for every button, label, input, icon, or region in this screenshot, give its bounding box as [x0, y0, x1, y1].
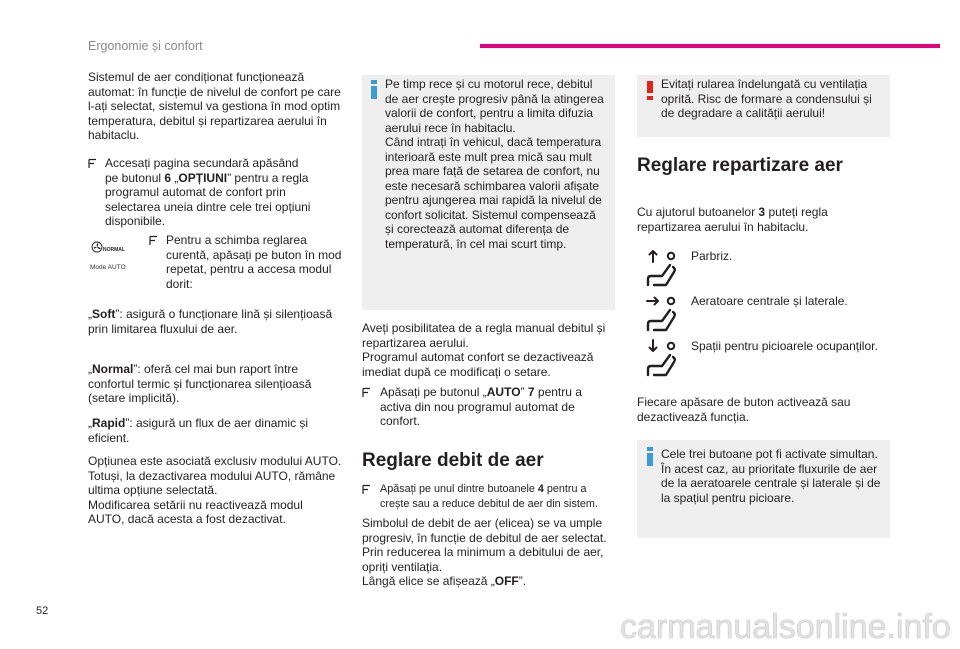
info-text-simultaneous [661, 447, 880, 505]
fan-icon [91, 241, 103, 253]
text-line: de aer crește progresiv până la atingerea [385, 91, 604, 106]
distribution-label-face-vents: Aeratoare centrale și laterale. [691, 294, 848, 308]
text-line: repetat, pentru a accesa modul [166, 262, 332, 276]
step-text [380, 385, 582, 429]
step-text [380, 482, 598, 512]
text-line: dezactivează funcția. [637, 409, 750, 424]
text-segment: ”: asigură o funcționare lină și silențioasă [115, 307, 333, 321]
text-line: de degradare a calității aerului! [661, 106, 826, 120]
text-segment: puteți regla [765, 205, 828, 219]
text-line: AUTO, dacă acesta a fost dezactivat. [88, 512, 286, 526]
text-line: repartizarea aerului. [362, 335, 469, 350]
arrow-bullet-icon [149, 235, 158, 246]
arrow-bullet-icon [362, 484, 371, 495]
text-line: prea mare față de setarea de confort, nu [385, 164, 600, 178]
text-line: confort. [380, 414, 421, 428]
bold-text-segment: 3 [758, 205, 766, 219]
arrow-bullet-icon [88, 158, 97, 169]
text-line [88, 416, 308, 431]
text-line: Totuși, la dezactivarea modului AUTO, rămâne [88, 468, 336, 483]
text-line: Cele trei butoane pot fi activate simultan. [661, 447, 878, 461]
bold-text-segment: Soft [92, 307, 116, 321]
button-toggle-paragraph [637, 395, 850, 424]
warning-icon [645, 81, 655, 101]
text-segment: „ [88, 362, 92, 376]
text-line: l-ați selectat, sistemul va gestiona în mod optim [88, 99, 341, 113]
fan-symbol-paragraph [362, 516, 607, 589]
text-line [380, 385, 582, 400]
manual-adjust-paragraph [362, 321, 605, 379]
text-segment: Apăsați pe unul dintre butoanele [380, 483, 538, 495]
info-icon [645, 447, 655, 467]
text-segment: ” pentru a regla [227, 170, 309, 185]
text-line: și corectează automat diferența de [385, 222, 570, 236]
text-line: Evitați rularea îndelungată cu ventilația [661, 77, 868, 91]
watermark: carmanualsonline.info [620, 608, 951, 646]
text-line: Fiecare apăsare de buton activează sau [637, 395, 851, 409]
text-line: activa din nou programul automat de [380, 399, 575, 414]
mode-normal-label: NORMAL [103, 247, 125, 253]
text-line: Opțiunea este asociată exclusiv modului AUTO. [88, 454, 342, 468]
text-segment: ”. [518, 574, 527, 588]
text-line: temperatură, în cel mai scurt timp. [385, 236, 567, 251]
text-line: prin limitarea fluxului de aer. [88, 321, 238, 336]
bold-text-segment: AUTO [486, 385, 521, 399]
rapid-mode-paragraph [88, 416, 308, 445]
text-segment: „ [88, 307, 92, 321]
arrow-bullet-icon [362, 387, 371, 398]
step-open-options [88, 156, 310, 229]
step-change-mode [149, 233, 341, 291]
bold-text-segment: 6 [164, 170, 172, 185]
text-line: confortul termic și funcționarea silențioasă [88, 376, 312, 391]
text-segment: ”: oferă cel mai bun raport între [133, 362, 299, 376]
text-line [105, 171, 310, 186]
text-line: Programul automat confort se dezactivează [362, 350, 594, 364]
text-line: oprită. Risc de formare a condensului și [661, 91, 872, 106]
text-segment: Apăsați pe butonul „ [380, 385, 487, 399]
text-line [88, 362, 311, 377]
text-line: Când intrați în vehicul, dacă temperatura [385, 135, 602, 149]
text-line: este necesară schimbarea valorii afișate [385, 178, 600, 193]
mode-auto-icon [88, 238, 130, 274]
text-line: ultima opțiune selectată. [88, 483, 218, 497]
warning-text [661, 77, 872, 121]
text-line: la spațiul pentru picioare. [661, 490, 795, 505]
intro-paragraph [88, 70, 341, 143]
text-segment: ” [520, 385, 528, 399]
text-line: aerului rece în habitaclu. [385, 120, 516, 135]
section-accent-bar [480, 44, 940, 48]
distribution-label-footwell: Spații pentru picioarele ocupanților. [691, 339, 878, 353]
normal-mode-paragraph [88, 362, 311, 406]
info-text-cold-weather [385, 77, 604, 251]
soft-mode-paragraph [88, 307, 332, 336]
text-line: Accesați pagina secundară apăsând [105, 156, 299, 170]
windscreen-airflow-icon [645, 248, 689, 288]
text-line: confort solicitat. Sistemul compensează [385, 207, 596, 222]
text-segment: „ [88, 416, 92, 430]
text-segment: pentru a [543, 483, 587, 495]
text-segment: pentru a [534, 385, 582, 399]
text-line: Modificarea setării nu reactivează modul [88, 497, 303, 512]
text-line: disponibile. [105, 214, 166, 228]
text-line: Simbolul de debit de aer (elicea) se va umple [362, 516, 603, 530]
text-line: Aveți posibilitatea de a regla manual debitul și [362, 321, 606, 335]
footwell-airflow-icon [645, 338, 689, 378]
face-vents-airflow-icon [645, 293, 689, 333]
step-text [166, 233, 341, 291]
heading-air-distribution: Reglare repartizare aer [637, 155, 843, 176]
text-line: Prin reducerea la minimum a debitului de aer, [362, 545, 604, 559]
page-number: 52 [36, 605, 49, 617]
bold-text-segment: 4 [537, 483, 544, 495]
text-line [362, 574, 607, 589]
text-line: de la aeratoarele centrale și laterale și de [661, 476, 881, 490]
text-line: selectarea uneia dintre cele trei opțiuni [105, 199, 311, 214]
text-segment: Cu ajutorul butoanelor [637, 205, 759, 219]
text-segment: pe butonul [105, 170, 165, 185]
heading-air-flow: Reglare debit de aer [362, 450, 544, 471]
bold-text-segment: OPȚIUNI [178, 170, 228, 185]
text-line: În acest caz, au prioritate fluxurile de aer [661, 461, 878, 476]
text-line: crește sau a reduce debitul de aer din sistem. [380, 498, 598, 510]
bold-text-segment: Normal [92, 362, 134, 376]
bold-text-segment: 7 [527, 385, 535, 399]
text-line [380, 482, 598, 497]
text-line: imediat după ce modificați o setare. [362, 364, 551, 379]
text-line: repartizarea aerului în habitaclu. [637, 219, 809, 234]
text-line: interioară este mult prea mică sau mult [385, 149, 592, 164]
text-line: habitaclu. [88, 128, 140, 142]
text-line: Pe timp rece și cu motorul rece, debitul [385, 77, 593, 91]
text-line: Pentru a schimba reglarea [166, 233, 307, 247]
bold-text-segment: Rapid [92, 416, 126, 430]
step-reactivate-auto [362, 385, 582, 429]
text-segment: Lângă elice se afișează „ [362, 574, 495, 588]
step-text [105, 156, 310, 229]
text-line [637, 205, 828, 220]
distribution-buttons-paragraph [637, 205, 828, 234]
info-icon [369, 80, 379, 100]
text-line: Sistemul de aer condiționat funcționează [88, 70, 305, 84]
text-line: temperatura, debitul și repartizarea aerului în [88, 113, 327, 128]
mode-auto-label: Mode AUTO [90, 264, 126, 271]
text-line: eficient. [88, 430, 130, 445]
text-line: pentru ajungerea mai rapidă la nivelul de [385, 193, 602, 207]
text-line: progresiv, în funcție de debitul de aer selectat. [362, 530, 607, 545]
bold-text-segment: OFF [494, 574, 519, 588]
text-line: (setare implicită). [88, 391, 180, 405]
text-line: dorit: [166, 276, 193, 291]
text-line: opriți ventilația. [362, 559, 443, 574]
step-fan-buttons [362, 482, 598, 512]
text-segment: ”: asigură un flux de aer dinamic și [125, 416, 309, 430]
text-line: valorii de confort, pentru a limita difuzia [385, 106, 594, 120]
text-line [88, 307, 332, 322]
text-line: curentă, apăsați pe buton în mod [166, 247, 342, 262]
text-line: programul automat de confort prin [105, 185, 286, 199]
auto-mode-note [88, 454, 341, 527]
section-title: Ergonomie și confort [88, 39, 203, 53]
text-line: automat: în funcție de nivelul de confort pe care [88, 84, 341, 99]
distribution-label-windscreen: Parbriz. [691, 249, 733, 263]
text-segment: „ [171, 170, 179, 185]
